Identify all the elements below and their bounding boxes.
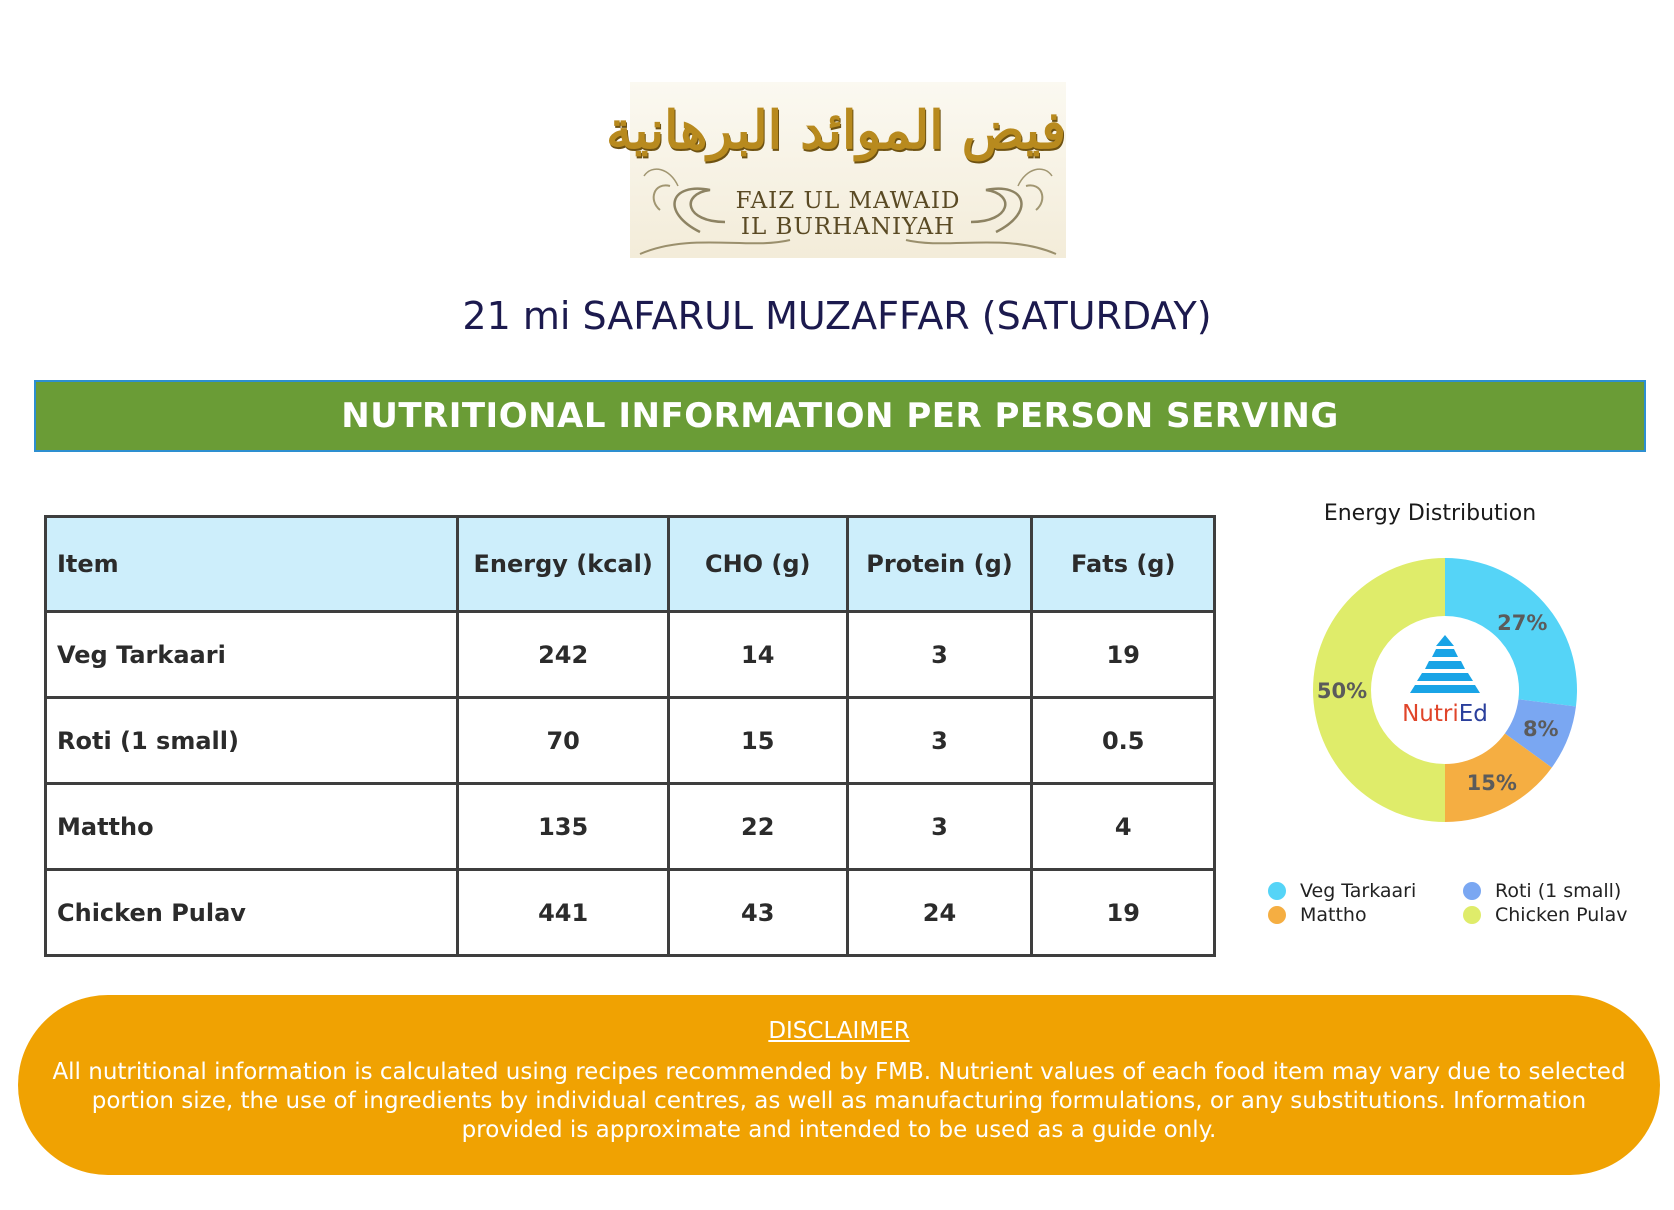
- pyramid-tier: [1436, 635, 1454, 646]
- chart-legend: [1268, 880, 1648, 926]
- header-item: Item: [46, 517, 458, 612]
- row-fats: 4: [1032, 784, 1215, 870]
- row-fats: 0.5: [1032, 698, 1215, 784]
- disclaimer-text: All nutritional information is calculated using recipes recommended by FMB. Nutrient values of each food item may vary due to selected portion size, the use of ingredients by individual centres, as well as manufacturing formulations, or any substitutions. Information provided is approximate and intended to be used as a guide only.: [52, 1059, 1626, 1143]
- table-row: [46, 612, 1215, 698]
- row-fats: 19: [1032, 870, 1215, 956]
- pyramid-tier: [1410, 685, 1480, 693]
- energy-donut-chart: [1300, 545, 1590, 835]
- header-energy: Energy (kcal): [458, 517, 669, 612]
- legend-item-chicken-pulav: [1463, 904, 1648, 926]
- nutried-wordmark: NutriEd: [1402, 701, 1488, 727]
- pyramid-tier: [1432, 649, 1458, 657]
- header-fats: Fats (g): [1032, 517, 1215, 612]
- legend-swatch: [1268, 906, 1286, 924]
- logo-latin-line2: IL BURHANIYAH: [740, 214, 956, 240]
- legend-swatch: [1463, 906, 1481, 924]
- legend-label: Roti (1 small): [1495, 880, 1622, 902]
- legend-swatch: [1268, 882, 1286, 900]
- row-cho: 22: [668, 784, 847, 870]
- table-header-row: [46, 517, 1215, 612]
- pyramid-tier: [1425, 661, 1465, 669]
- nutried-logo: [1402, 635, 1488, 727]
- row-energy: 242: [458, 612, 669, 698]
- chart-title: Energy Distribution: [1323, 501, 1537, 526]
- logo-latin-line1: FAIZ UL MAWAID: [735, 188, 961, 214]
- legend-label: Mattho: [1300, 904, 1367, 926]
- donut-data-label: 50%: [1316, 679, 1368, 703]
- donut-data-label: 15%: [1466, 770, 1517, 795]
- legend-label: Veg Tarkaari: [1300, 880, 1417, 902]
- logo-latin-text: [630, 188, 1066, 240]
- legend-item-mattho: [1268, 904, 1463, 926]
- header-cho: CHO (g): [668, 517, 847, 612]
- header-protein: Protein (g): [847, 517, 1032, 612]
- legend-label: Chicken Pulav: [1495, 904, 1628, 926]
- table-row: [46, 698, 1215, 784]
- banner-title: NUTRITIONAL INFORMATION PER PERSON SERVING: [34, 380, 1646, 452]
- row-cho: 15: [668, 698, 847, 784]
- nutrition-table: [44, 515, 1216, 957]
- row-item-name: Chicken Pulav: [46, 870, 458, 956]
- row-energy: 135: [458, 784, 669, 870]
- row-protein: 3: [847, 698, 1032, 784]
- row-cho: 14: [668, 612, 847, 698]
- legend-item-roti: [1463, 880, 1648, 902]
- row-energy: 70: [458, 698, 669, 784]
- row-item-name: Mattho: [46, 784, 458, 870]
- row-item-name: Roti (1 small): [46, 698, 458, 784]
- donut-data-label: 27%: [1497, 610, 1548, 635]
- faiz-logo: [606, 82, 1066, 258]
- row-protein: 3: [847, 784, 1032, 870]
- row-cho: 43: [668, 870, 847, 956]
- row-energy: 441: [458, 870, 669, 956]
- row-protein: 24: [847, 870, 1032, 956]
- table-row: [46, 870, 1215, 956]
- table-row: [46, 784, 1215, 870]
- donut-data-label: 8%: [1522, 716, 1559, 741]
- row-item-name: Veg Tarkaari: [46, 612, 458, 698]
- row-protein: 3: [847, 612, 1032, 698]
- disclaimer-box: [18, 995, 1660, 1175]
- logo-arabic-text: فيض الموائد البرهانية: [606, 100, 1066, 161]
- row-fats: 19: [1032, 612, 1215, 698]
- disclaimer-heading: DISCLAIMER: [768, 1018, 910, 1044]
- legend-swatch: [1463, 882, 1481, 900]
- pyramid-tier: [1417, 673, 1473, 681]
- legend-item-veg-tarkaari: [1268, 880, 1463, 902]
- date-title: 21 mi SAFARUL MUZAFFAR (SATURDAY): [462, 294, 1212, 338]
